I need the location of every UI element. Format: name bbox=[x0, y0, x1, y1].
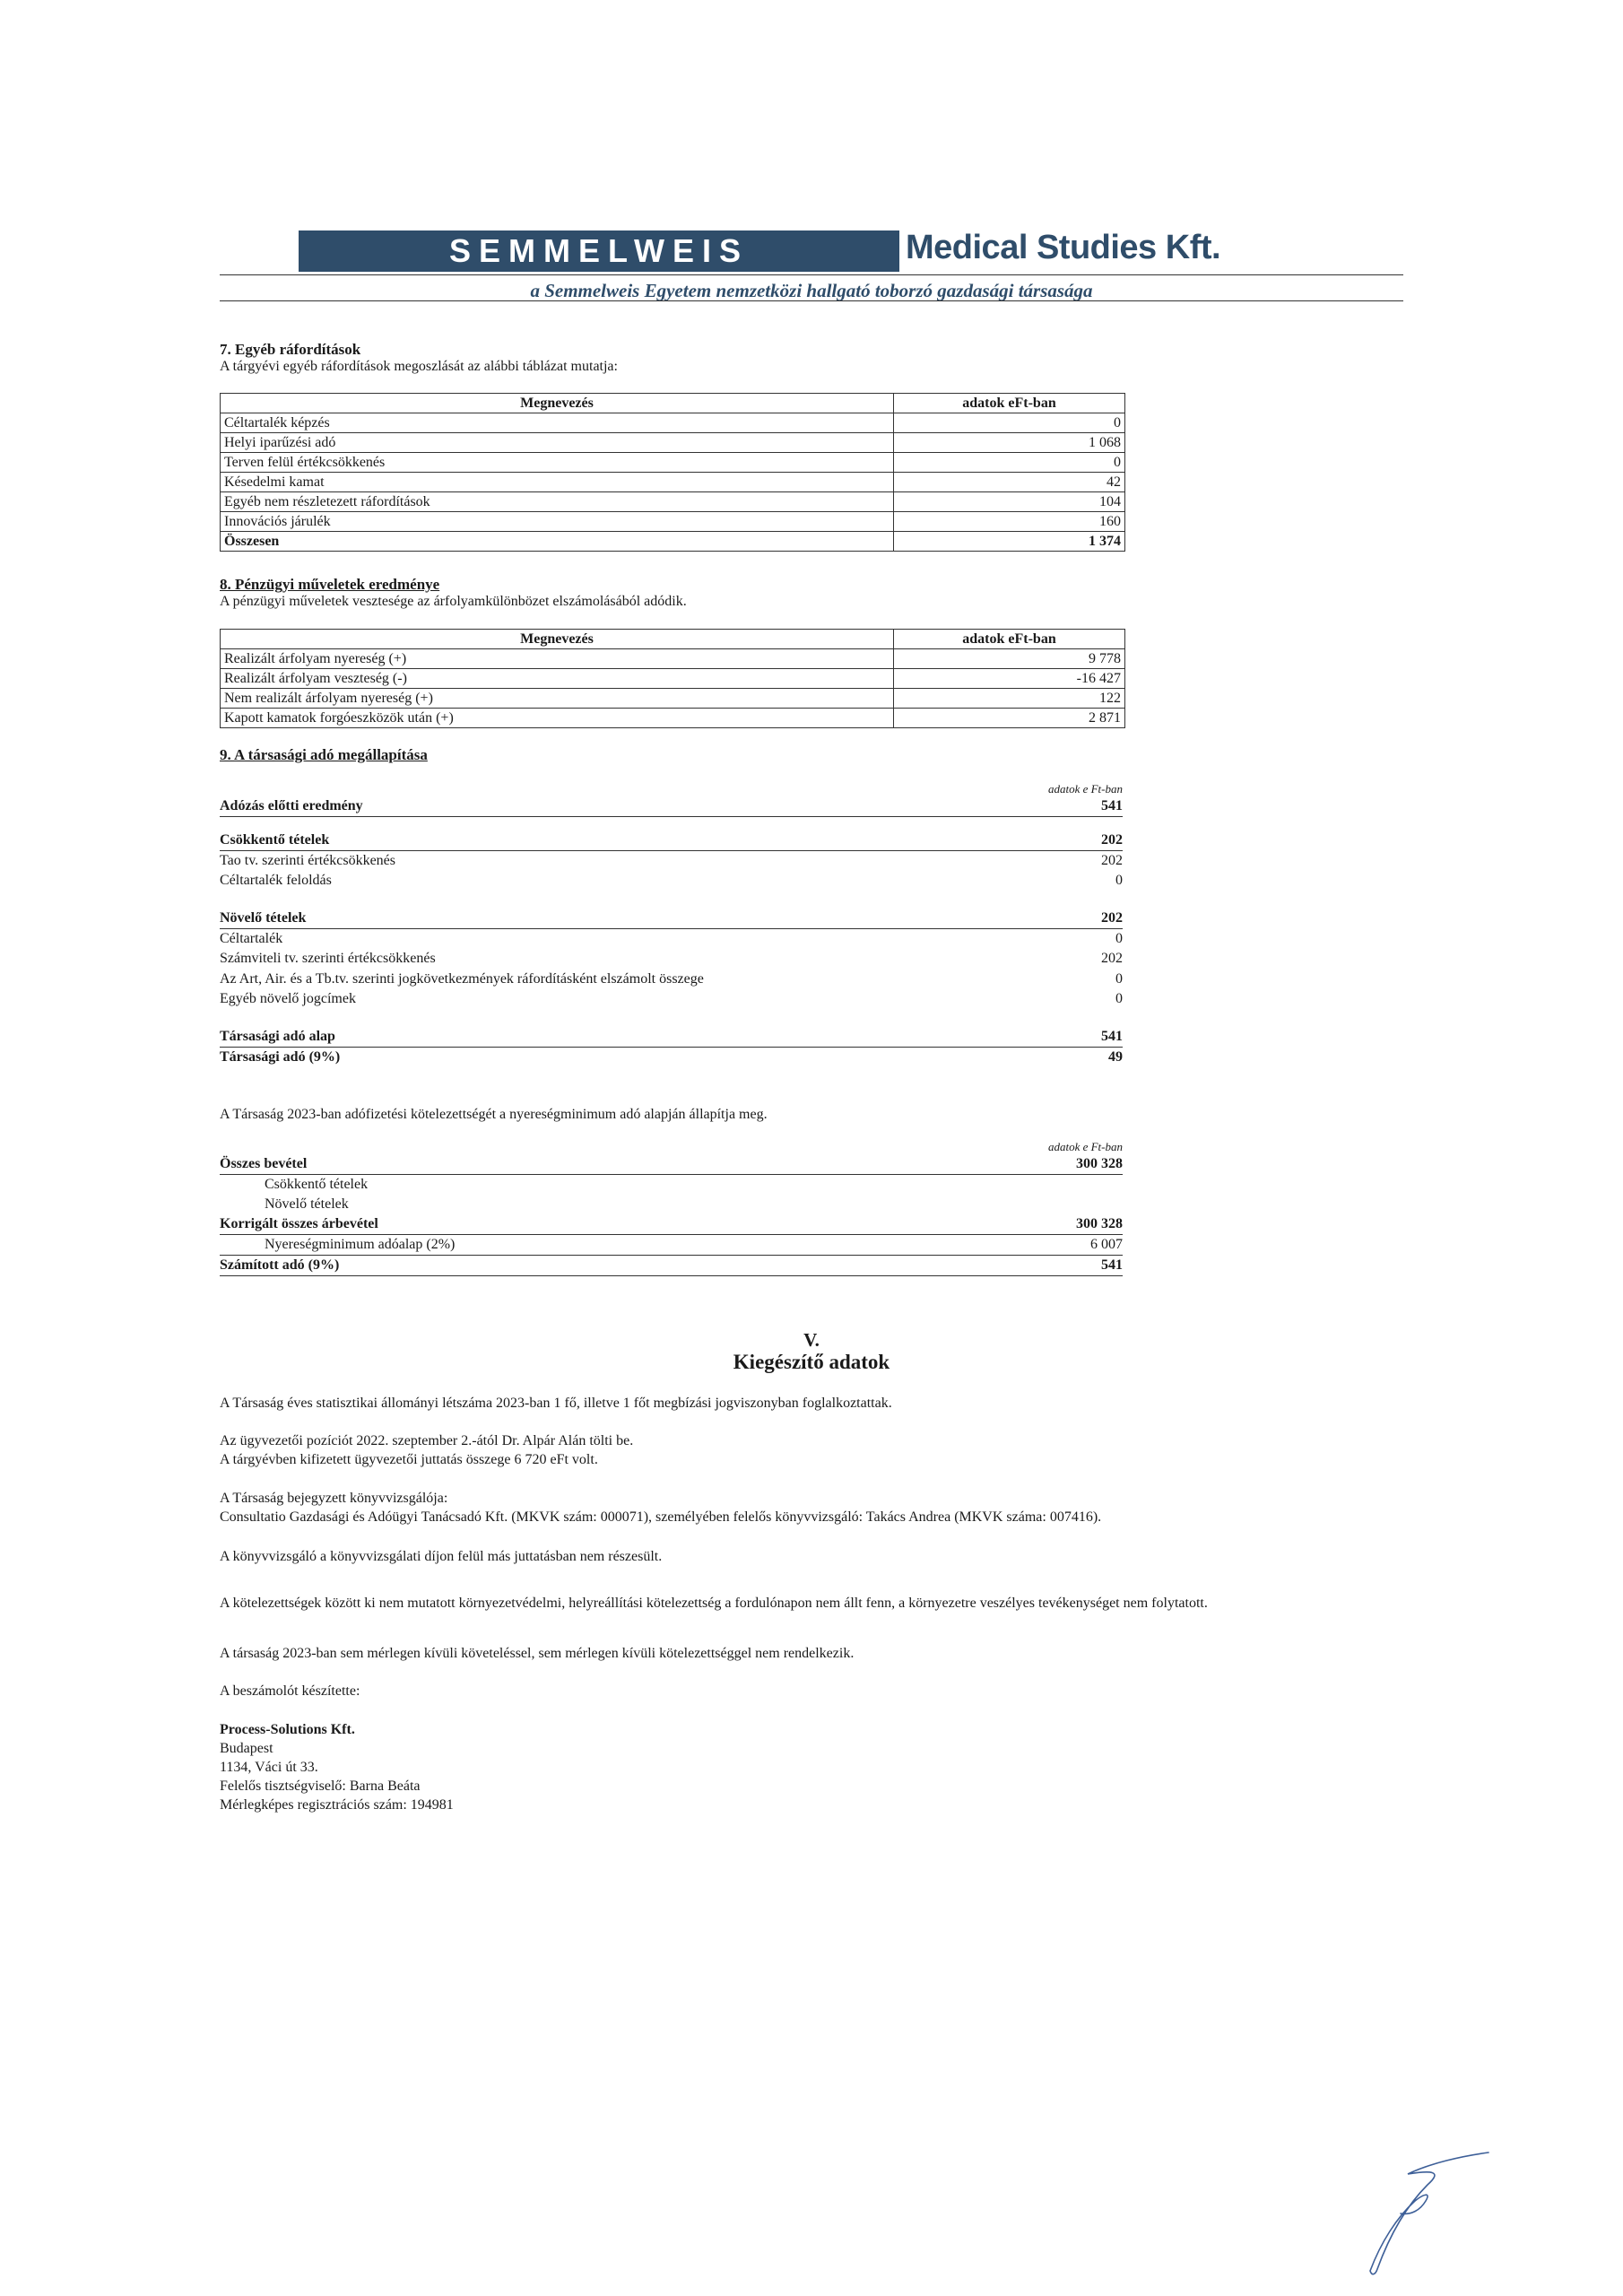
paragraph-environment: A kötelezettségek között ki nem mutatott környezetvédelmi, helyreállítási kötelezettség a fordulónapon nem állt fenn, a környezetre veszélyes tevékenységet nem folytatott. bbox=[220, 1596, 1208, 1611]
signature bbox=[1345, 2144, 1524, 2287]
table-row bbox=[221, 689, 1125, 709]
company-name: Medical Studies Kft. bbox=[906, 229, 1221, 266]
decreasing-value: 202 bbox=[1101, 832, 1123, 848]
tax-base-value: 541 bbox=[1101, 1029, 1123, 1044]
increasing-item bbox=[220, 949, 1123, 969]
adjusted-revenue-label: Korrigált összes árbevétel bbox=[220, 1216, 378, 1231]
row-label: Helyi iparűzési adó bbox=[221, 433, 894, 453]
min-inc-row bbox=[220, 1195, 1123, 1214]
header-rule-bottom bbox=[220, 300, 1403, 301]
tax-label: Társasági adó (9%) bbox=[220, 1049, 341, 1065]
tax-base-label: Társasági adó alap bbox=[220, 1029, 335, 1044]
table-header-row bbox=[221, 630, 1125, 649]
total-revenue-label: Összes bevétel bbox=[220, 1156, 308, 1171]
row-value: 9 778 bbox=[894, 649, 1125, 669]
preparer-representative: Felelős tisztségviselő: Barna Beáta bbox=[220, 1779, 421, 1794]
pretax-row bbox=[220, 796, 1123, 817]
preparer-address: 1134, Váci út 33. bbox=[220, 1760, 318, 1775]
sec9-title: 9. A társasági adó megállapítása bbox=[220, 746, 428, 763]
table-row bbox=[221, 453, 1125, 473]
increasing-row bbox=[220, 909, 1123, 929]
table-row bbox=[221, 512, 1125, 532]
row-label: Realizált árfolyam veszteség (-) bbox=[221, 669, 894, 689]
increasing-value: 202 bbox=[1101, 910, 1123, 926]
preparer-city: Budapest bbox=[220, 1741, 273, 1756]
table-row bbox=[221, 473, 1125, 492]
row-label: Kapott kamatok forgóeszközök után (+) bbox=[221, 709, 894, 728]
total-value: 1 374 bbox=[894, 532, 1125, 552]
row-label: Nem realizált árfolyam nyereség (+) bbox=[221, 689, 894, 709]
prepared-by-label: A beszámolót készítette: bbox=[220, 1683, 360, 1699]
item-value: 202 bbox=[1101, 951, 1123, 966]
paragraph-audit-fee: A könyvvizsgáló a könyvvizsgálati díjon felül más juttatásban nem részesült. bbox=[220, 1549, 663, 1564]
table-header-row bbox=[221, 394, 1125, 413]
header-rule-top bbox=[220, 274, 1403, 275]
preparer-name: Process-Solutions Kft. bbox=[220, 1722, 355, 1737]
table-row bbox=[221, 669, 1125, 689]
row-value: 0 bbox=[894, 453, 1125, 473]
col-name: Megnevezés bbox=[221, 630, 894, 649]
tax-base-row bbox=[220, 1027, 1123, 1048]
item-label: Az Art, Air. és a Tb.tv. szerinti jogkövetkezmények ráfordításként elszámolt összege bbox=[220, 971, 704, 987]
item-label: Egyéb növelő jogcímek bbox=[220, 991, 356, 1006]
sec8-table bbox=[220, 629, 1125, 728]
paragraph-auditor: Consultatio Gazdasági és Adóügyi Tanácsadó Kft. (MKVK szám: 000071), személyében felelős könyvvizsgáló: Takács Andrea (MKVK száma: 007416). bbox=[220, 1509, 1102, 1525]
sec8-intro: A pénzügyi műveletek vesztesége az árfolyamkülönbözet elszámolásából adódik. bbox=[220, 594, 687, 609]
calc-tax-row bbox=[220, 1256, 1123, 1276]
item-value: 202 bbox=[1101, 853, 1123, 868]
item-value: 0 bbox=[1115, 991, 1123, 1006]
pretax-value: 541 bbox=[1101, 798, 1123, 813]
total-revenue-value: 300 328 bbox=[1076, 1156, 1123, 1171]
sec7-title: 7. Egyéb ráfordítások bbox=[220, 341, 361, 358]
total-row bbox=[221, 532, 1125, 552]
row-value: 122 bbox=[894, 689, 1125, 709]
item-label: Céltartalék bbox=[220, 931, 283, 946]
table-row bbox=[221, 709, 1125, 728]
item-label: Céltartalék feloldás bbox=[220, 873, 332, 888]
min-base-row bbox=[220, 1235, 1123, 1256]
row-value: 160 bbox=[894, 512, 1125, 532]
row-value: 0 bbox=[894, 413, 1125, 433]
calc-tax-label: Számított adó (9%) bbox=[220, 1257, 340, 1273]
item-label: Számviteli tv. szerinti értékcsökkenés bbox=[220, 951, 436, 966]
section-number: V. bbox=[803, 1329, 820, 1351]
min-base-label: Nyereségminimum adóalap (2%) bbox=[265, 1237, 456, 1252]
item-value: 0 bbox=[1115, 873, 1123, 888]
logo-wordmark: SEMMELWEIS bbox=[448, 232, 750, 269]
min-base-value: 6 007 bbox=[1090, 1237, 1123, 1252]
header-tagline: a Semmelweis Egyetem nemzetközi hallgató toborzó gazdasági társasága bbox=[530, 280, 1093, 301]
item-label: Tao tv. szerinti értékcsökkenés bbox=[220, 853, 395, 868]
row-label: Realizált árfolyam nyereség (+) bbox=[221, 649, 894, 669]
col-value: adatok eFt-ban bbox=[894, 394, 1125, 413]
row-label: Innovációs járulék bbox=[221, 512, 894, 532]
min-dec-row bbox=[220, 1175, 1123, 1195]
decreasing-label: Csökkentő tételek bbox=[220, 832, 330, 848]
tax-value: 49 bbox=[1108, 1049, 1123, 1065]
decreasing-row bbox=[220, 831, 1123, 851]
preparer-registration: Mérlegképes regisztrációs szám: 194981 bbox=[220, 1797, 454, 1813]
total-revenue-row bbox=[220, 1154, 1123, 1175]
table-row bbox=[221, 433, 1125, 453]
increasing-label: Növelő tételek bbox=[220, 910, 307, 926]
paragraph-manager-pay: A tárgyévben kifizetett ügyvezetői juttatás összege 6 720 eFt volt. bbox=[220, 1452, 598, 1467]
row-value: 104 bbox=[894, 492, 1125, 512]
sec8-title: 8. Pénzügyi műveletek eredménye bbox=[220, 576, 440, 593]
total-label: Összesen bbox=[221, 532, 894, 552]
decreasing-item bbox=[220, 871, 1123, 891]
col-value: adatok eFt-ban bbox=[894, 630, 1125, 649]
paragraph-auditor-label: A Társaság bejegyzett könyvvizsgálója: bbox=[220, 1491, 448, 1506]
row-value: 1 068 bbox=[894, 433, 1125, 453]
adjusted-revenue-row bbox=[220, 1214, 1123, 1235]
min-dec-label: Csökkentő tételek bbox=[265, 1177, 369, 1192]
row-value: -16 427 bbox=[894, 669, 1125, 689]
increasing-item bbox=[220, 929, 1123, 949]
increasing-item bbox=[220, 989, 1123, 1009]
pretax-label: Adózás előtti eredmény bbox=[220, 798, 363, 813]
item-value: 0 bbox=[1115, 971, 1123, 987]
item-value: 0 bbox=[1115, 931, 1123, 946]
sec7-table bbox=[220, 393, 1125, 552]
section-title: Kiegészítő adatok bbox=[733, 1351, 890, 1373]
paragraph-headcount: A Társaság éves statisztikai állományi létszáma 2023-ban 1 fő, illetve 1 főt megbízási jogviszonyban foglalkoztattak. bbox=[220, 1396, 892, 1411]
increasing-item bbox=[220, 970, 1123, 989]
min-unit: adatok e Ft-ban bbox=[1047, 1140, 1123, 1153]
min-inc-label: Növelő tételek bbox=[265, 1196, 349, 1212]
row-label: Egyéb nem részletezett ráfordítások bbox=[221, 492, 894, 512]
min-tax-note: A Társaság 2023-ban adófizetési kötelezettségét a nyereségminimum adó alapján állapítja meg. bbox=[220, 1107, 768, 1122]
paragraph-manager: Az ügyvezetői pozíciót 2022. szeptember 2.-ától Dr. Alpár Alán tölti be. bbox=[220, 1433, 634, 1448]
adjusted-revenue-value: 300 328 bbox=[1076, 1216, 1123, 1231]
row-value: 42 bbox=[894, 473, 1125, 492]
row-label: Céltartalék képzés bbox=[221, 413, 894, 433]
sec7-intro: A tárgyévi egyéb ráfordítások megoszlását az alábbi táblázat mutatja: bbox=[220, 359, 618, 374]
sec9-unit: adatok e Ft-ban bbox=[1047, 782, 1123, 796]
decreasing-item bbox=[220, 851, 1123, 871]
row-value: 2 871 bbox=[894, 709, 1125, 728]
row-label: Terven felül értékcsökkenés bbox=[221, 453, 894, 473]
calc-tax-value: 541 bbox=[1101, 1257, 1123, 1273]
table-row bbox=[221, 649, 1125, 669]
col-name: Megnevezés bbox=[221, 394, 894, 413]
row-label: Késedelmi kamat bbox=[221, 473, 894, 492]
table-row bbox=[221, 413, 1125, 433]
table-row bbox=[221, 492, 1125, 512]
paragraph-off-balance: A társaság 2023-ban sem mérlegen kívüli követeléssel, sem mérlegen kívüli kötelezettséggel nem rendelkezik. bbox=[220, 1646, 855, 1661]
tax-row bbox=[220, 1048, 1123, 1067]
